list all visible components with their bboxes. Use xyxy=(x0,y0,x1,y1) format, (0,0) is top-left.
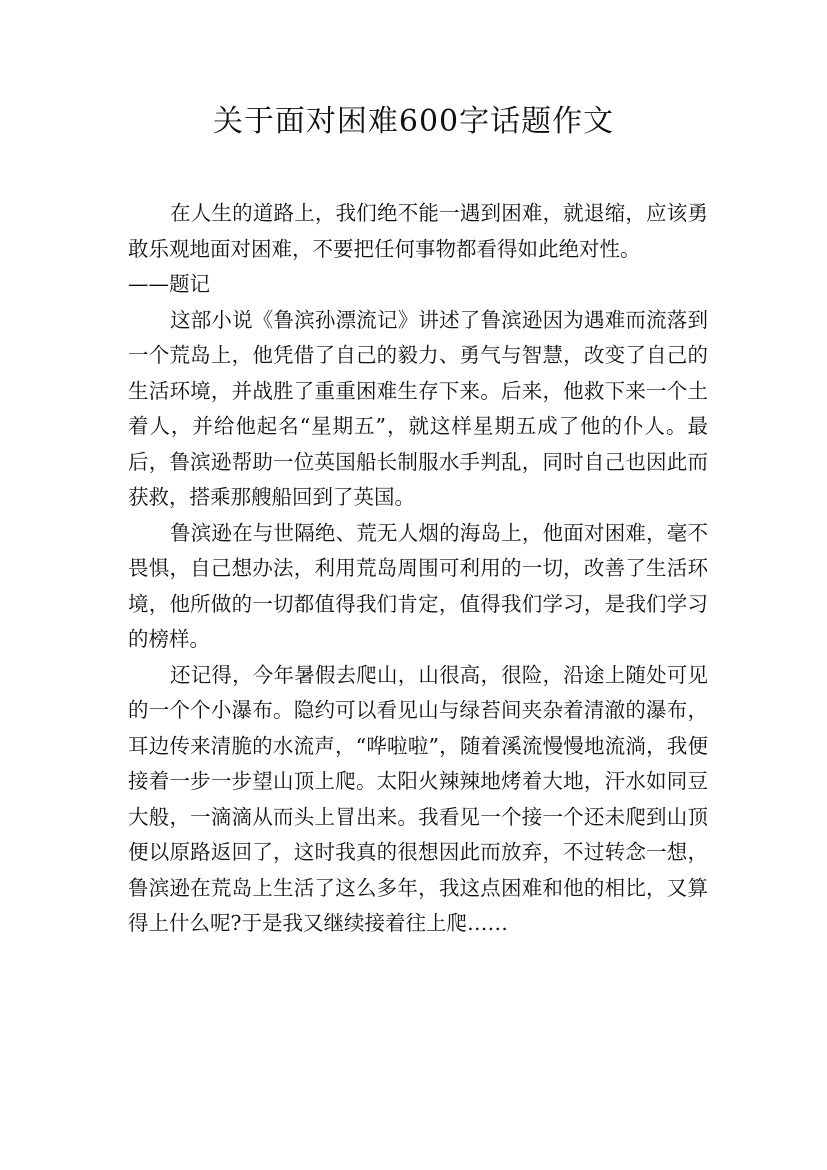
document-title: 关于面对困难600字话题作文 xyxy=(212,104,615,139)
document-body xyxy=(128,196,708,942)
paragraph-book-summary: 这部小说《鲁滨孙漂流记》讲述了鲁滨逊因为遇难而流落到一个荒岛上，他凭借了自己的毅力、勇气与智慧，改变了自己的生活环境，并战胜了重重困难生存下来。后来，他救下来一个土着人，并给他起名“星期五”，就这样星期五成了他的仆人。最后，鲁滨逊帮助一位英国船长制服水手判乱，同时自己也因此而获救，搭乘那艘船回到了英国。 xyxy=(128,307,708,509)
paragraph-mountain-story: 还记得，今年暑假去爬山，山很高，很险，沿途上随处可见的一个个小瀑布。隐约可以看见山与绿苔间夹杂着清澈的瀑布，耳边传来清脆的水流声，“哗啦啦”，随着溪流慢慢地流淌，我便接着一步一步望山顶上爬。太阳火辣辣地烤着大地，汗水如同豆大般，一滴滴从而头上冒出来。我看见一个接一个还未爬到山顶便以原路返回了，这时我真的很想因此而放弃，不过转念一想，鲁滨逊在荒岛上生活了这么多年，我这点困难和他的相比，又算得上什么呢?于是我又继续接着往上爬…… xyxy=(128,662,708,935)
paragraph-epigraph-source: ——题记 xyxy=(128,272,210,296)
paragraph-reflection: 鲁滨逊在与世隔绝、荒无人烟的海岛上，他面对困难，毫不畏惧，自己想办法，利用荒岛周围可利用的一切，改善了生活环境，他所做的一切都值得我们肯定，值得我们学习，是我们学习的榜样。 xyxy=(128,520,708,651)
paragraph-intro: 在人生的道路上，我们绝不能一遇到困难，就退缩，应该勇敢乐观地面对困难，不要把任何事物都看得如此绝对性。 xyxy=(128,201,708,261)
